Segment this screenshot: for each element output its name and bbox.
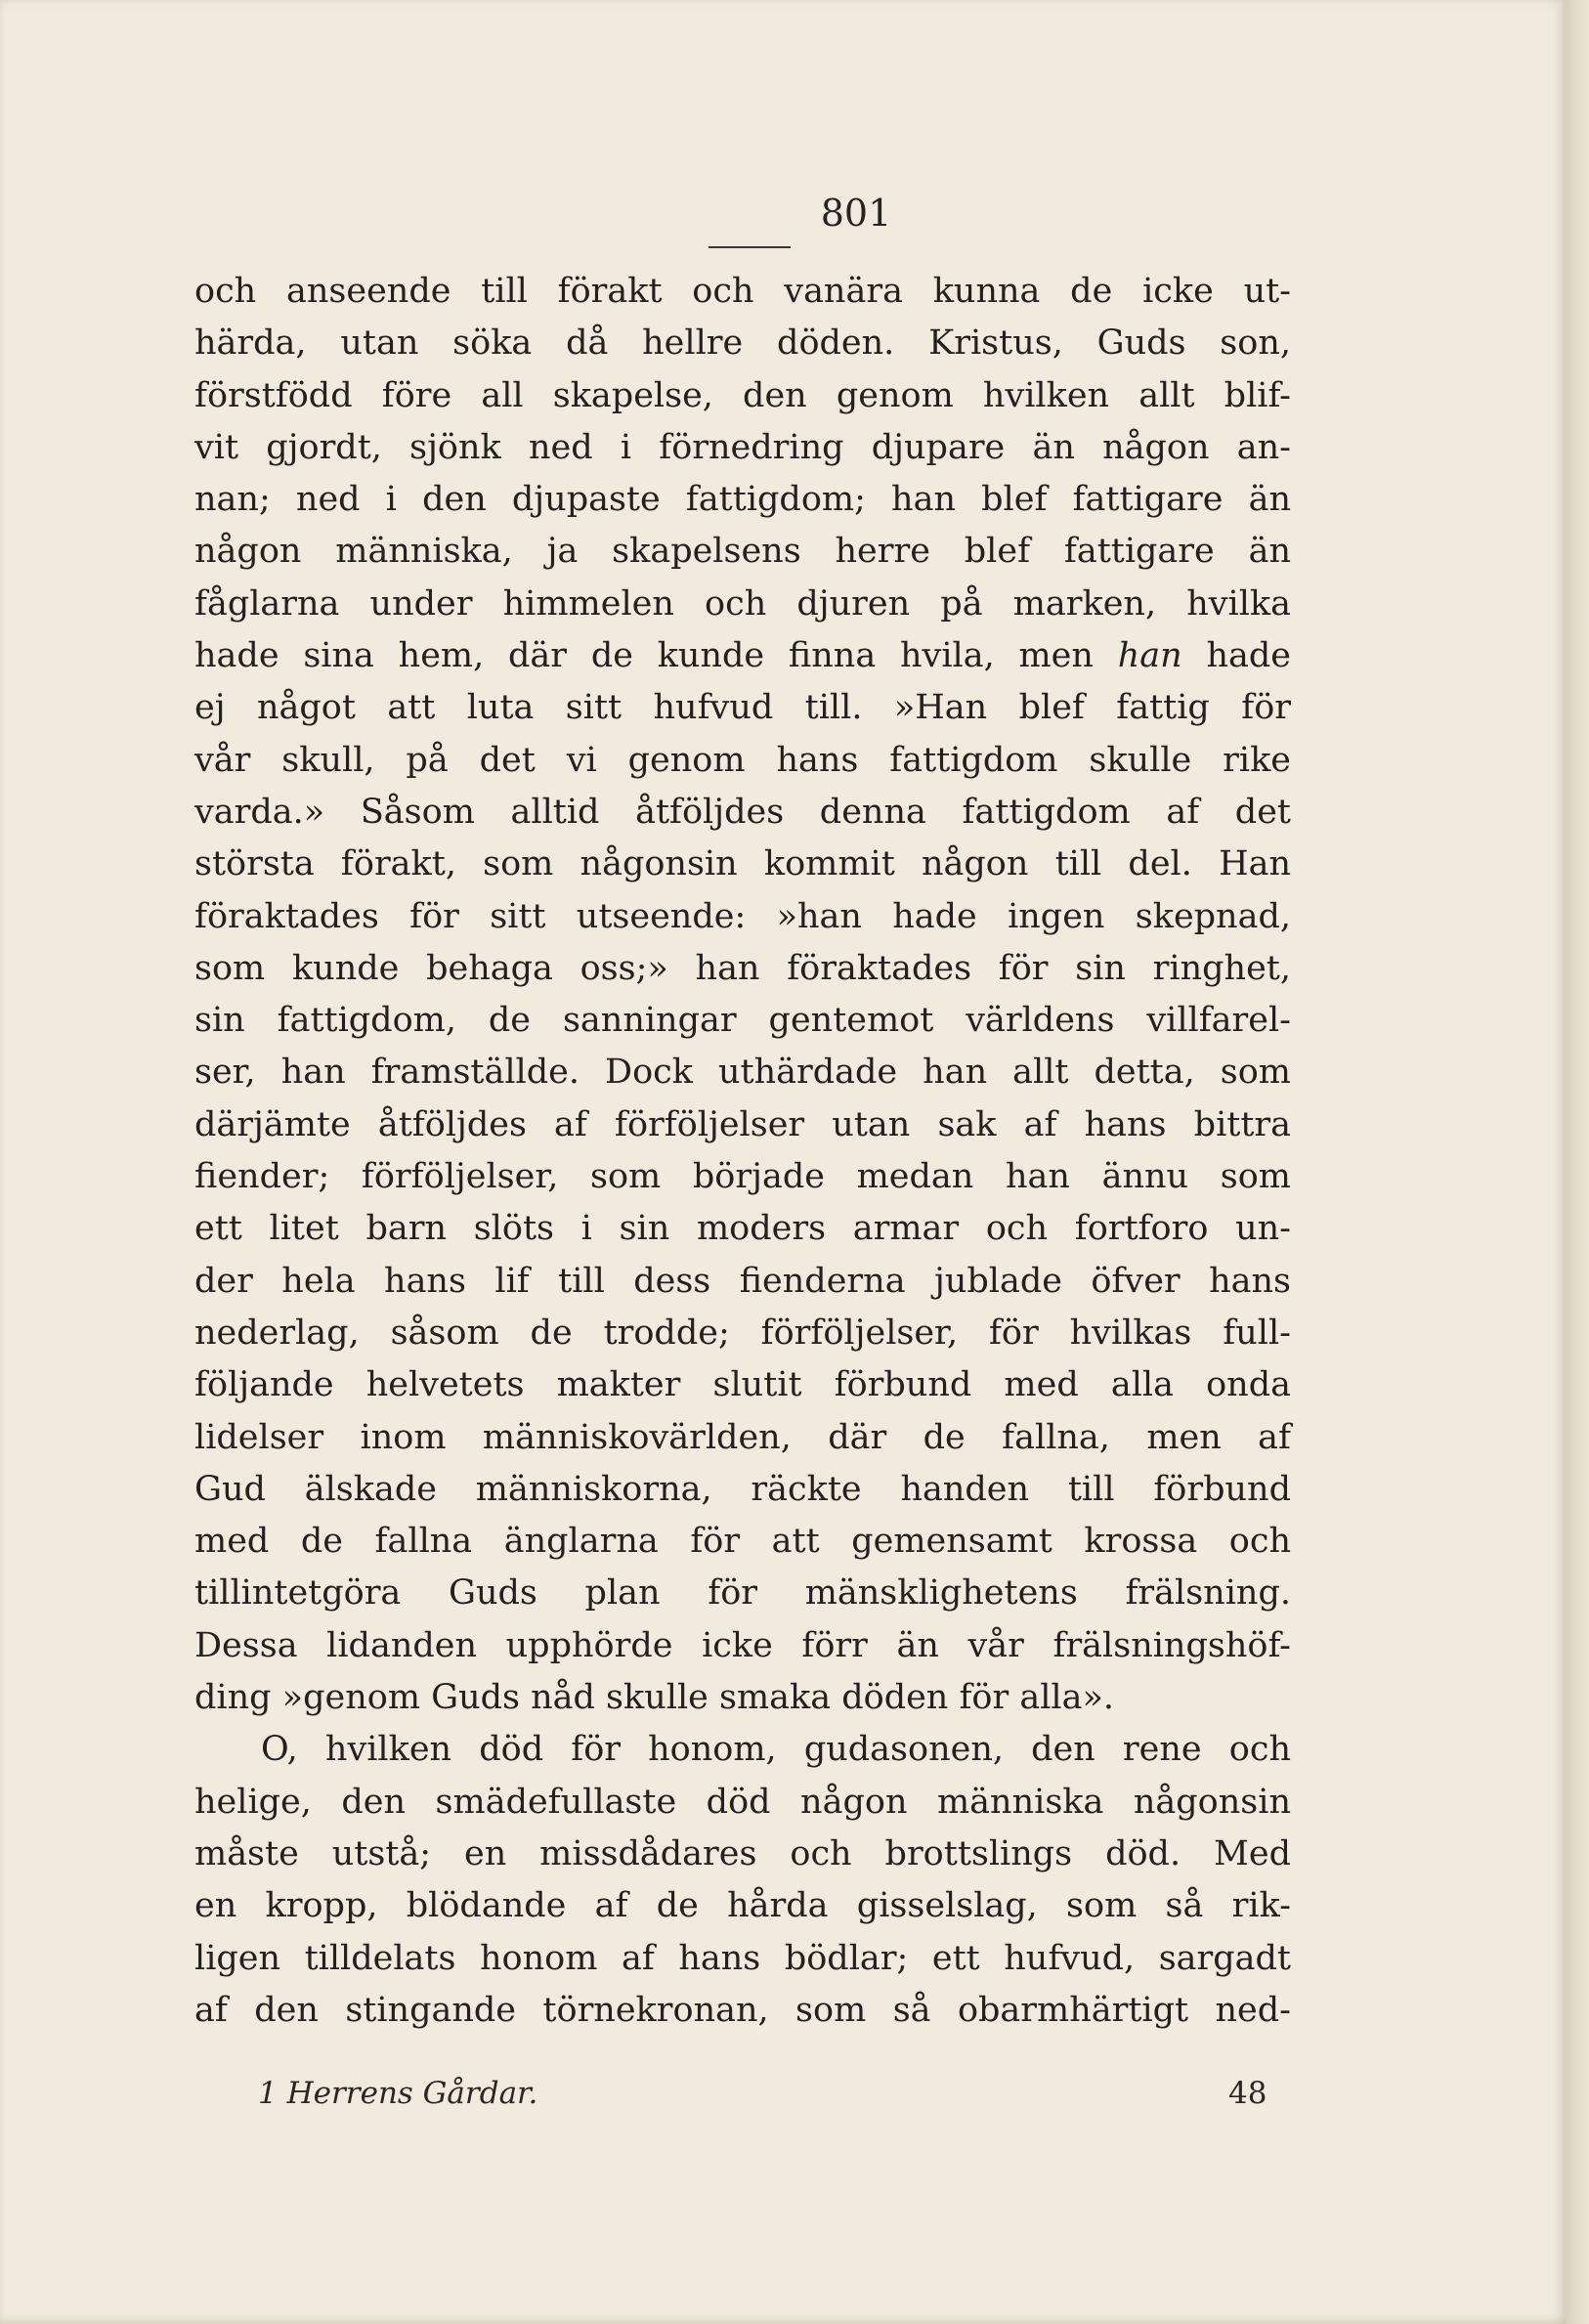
text-line: måste utstå; en missdådares och brottslings död. Med xyxy=(194,1833,1291,1873)
paragraph-start-line: O, hvilken död för honom, gudasonen, den rene och xyxy=(261,1730,1291,1770)
text-line: ett litet barn slöts i sin moders armar och fortforo un- xyxy=(194,1209,1291,1249)
text-line: ligen tilldelats honom af hans bödlar; ett hufvud, sargadt xyxy=(194,1938,1291,1978)
text-line: föraktades för sitt utseende: »han hade ingen skepnad, xyxy=(194,896,1291,936)
text-line: nederlag, såsom de trodde; förföljelser, för hvilkas full- xyxy=(194,1313,1291,1353)
text-line: nan; ned i den djupaste fattigdom; han blef fattigare än xyxy=(194,480,1291,520)
text-line: lidelser inom människovärlden, där de fallna, men af xyxy=(194,1417,1291,1457)
text-line: som kunde behaga oss;» han föraktades för sin ringhet, xyxy=(194,948,1291,988)
page-footer xyxy=(0,2076,1566,2125)
text-line: med de fallna änglarna för att gemensamt krossa och xyxy=(194,1522,1291,1562)
text-line: förstfödd före all skapelse, den genom hvilken allt blif- xyxy=(194,375,1291,415)
text-line: varda.» Såsom alltid åtföljdes denna fattigdom af det xyxy=(194,792,1291,832)
signature-label: 1 Herrens Gårdar. xyxy=(258,2076,538,2111)
text-line: följande helvetets makter slutit förbund med alla onda xyxy=(194,1365,1291,1405)
text-line: största förakt, som någonsin kommit någon till del. Han xyxy=(194,844,1291,884)
page-number-rule xyxy=(709,246,791,248)
text-line: någon människa, ja skapelsens herre blef fattigare än xyxy=(194,532,1291,572)
text-line: ser, han framställde. Dock uthärdade han allt detta, som xyxy=(194,1053,1291,1093)
italic-emphasis: han xyxy=(1117,636,1182,676)
text-line: härda, utan söka då hellre döden. Kristus, Guds son, xyxy=(194,323,1291,364)
body-text xyxy=(194,266,1291,2037)
text-line: tillintetgöra Guds plan för mänsklighetens frälsning. xyxy=(194,1573,1291,1614)
text-line: och anseende till förakt och vanära kunna de icke ut- xyxy=(194,272,1291,311)
text-line: Dessa lidanden upphörde icke förr än vår frälsningshöf- xyxy=(194,1625,1291,1665)
text-line: vår skull, på det vi genom hans fattigdom skulle rike xyxy=(194,740,1291,780)
text-line: Gud älskade människorna, räckte handen till förbund xyxy=(194,1469,1291,1509)
text-line: fåglarna under himmelen och djuren på marken, hvilka xyxy=(194,583,1291,624)
text-line: ej något att luta sitt hufvud till. »Han blef fattig för xyxy=(194,688,1291,728)
text-line: en kropp, blödande af de hårda gisselslag, som så rik- xyxy=(194,1886,1291,1926)
paragraph-end-line: ding »genom Guds nåd skulle smaka döden för alla». xyxy=(194,1678,1115,1718)
text-line: därjämte åtföljdes af förföljelser utan sak af hans bittra xyxy=(194,1104,1291,1144)
text-line: af den stingande törnekronan, som så obarmhärtigt ned- xyxy=(194,1990,1291,2030)
sheet-number: 48 xyxy=(1228,2076,1267,2111)
text-line: vit gjordt, sjönk ned i förnedring djupare än någon an- xyxy=(194,427,1291,467)
text-line: sin fattigdom, de sanningar gentemot världens villfarel- xyxy=(194,1001,1291,1041)
text-line: fiender; förföljelser, som började medan han ännu som xyxy=(194,1157,1291,1197)
text-line: der hela hans lif till dess fienderna jublade öfver hans xyxy=(194,1261,1291,1301)
text-line: helige, den smädefullaste död någon människa någonsin xyxy=(194,1782,1291,1822)
page-number: 801 xyxy=(820,192,892,235)
page-edge xyxy=(1566,0,1589,2324)
text-line-with-italic: hade sina hem, där de kunde finna hvila, men han hade xyxy=(194,636,1292,676)
